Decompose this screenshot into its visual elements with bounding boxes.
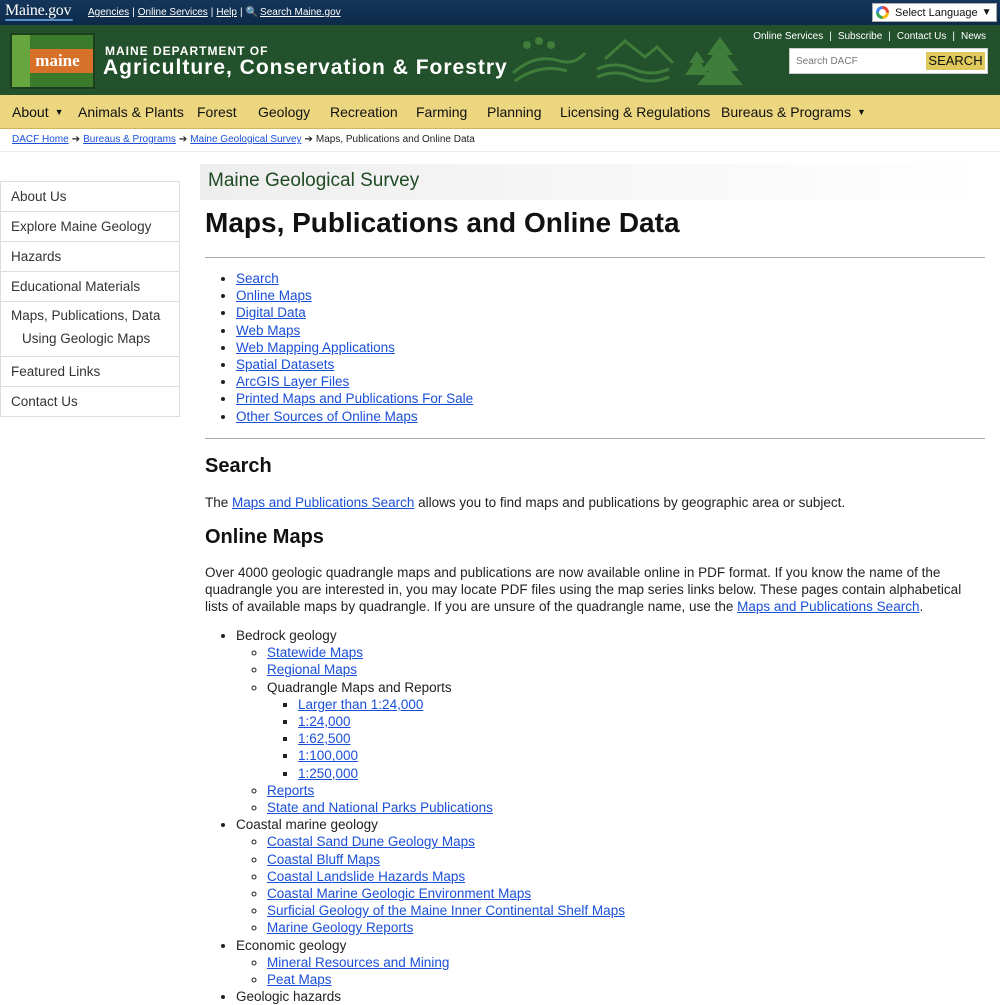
nav-item-forest[interactable]: Forest — [197, 104, 237, 120]
list-item — [298, 747, 625, 764]
dept-subtitle: MAINE DEPARTMENT OF — [105, 44, 269, 58]
toc-link-spatial-datasets[interactable]: Spatial Datasets — [236, 357, 335, 373]
dacf-search-input[interactable] — [794, 52, 922, 70]
nav-item-label: About — [12, 104, 49, 120]
list-item — [298, 765, 625, 782]
online-maps-heading: Online Maps — [205, 526, 324, 548]
toc-item — [236, 287, 473, 304]
nav-item-recreation[interactable]: Recreation — [330, 104, 398, 120]
caret-down-icon: ▼ — [54, 107, 64, 117]
link-scale-100000[interactable]: 1:100,000 — [298, 748, 359, 764]
arrow-right-icon: ➔ — [71, 134, 81, 145]
category-label: Coastal marine geology — [236, 817, 378, 833]
section-banner — [200, 164, 985, 200]
portal-link-online-services[interactable]: Online Services — [137, 7, 208, 18]
link-scale-62500[interactable]: 1:62,500 — [298, 731, 351, 747]
sidebar-item-educational-materials[interactable]: Educational Materials — [1, 272, 179, 302]
breadcrumb — [12, 134, 475, 145]
list-item-hazards — [236, 988, 625, 1005]
page-toc — [205, 270, 473, 425]
site-header — [0, 25, 1000, 95]
arrow-right-icon: ➔ — [178, 134, 188, 145]
toc-item — [236, 304, 473, 321]
dept-title: Agriculture, Conservation & Forestry — [103, 56, 508, 79]
search-heading: Search — [205, 455, 272, 477]
online-maps-paragraph — [205, 564, 985, 616]
link-regional-maps[interactable]: Regional Maps — [267, 662, 358, 678]
paragraph-text: . — [919, 599, 924, 615]
section-sidebar — [0, 181, 180, 417]
link-landslide-maps[interactable]: Coastal Landslide Hazards Maps — [267, 868, 466, 884]
list-item — [298, 696, 625, 713]
nav-item-animals-plants[interactable]: Animals & Plants — [78, 104, 184, 120]
link-inner-shelf-maps[interactable]: Surficial Geology of the Maine Inner Continental Shelf Maps — [267, 903, 625, 919]
link-statewide-maps[interactable]: Statewide Maps — [267, 645, 364, 661]
toc-link-web-mapping-apps[interactable]: Web Mapping Applications — [236, 339, 395, 355]
toc-item — [236, 390, 473, 407]
link-marine-environment-maps[interactable]: Coastal Marine Geologic Environment Maps — [267, 886, 532, 902]
toc-item — [236, 322, 473, 339]
nav-item-farming[interactable]: Farming — [416, 104, 468, 120]
caret-down-icon: ▼ — [856, 107, 866, 117]
breadcrumb-dacf-home[interactable]: DACF Home — [12, 134, 69, 145]
list-item — [267, 782, 625, 799]
map-series-list — [205, 627, 625, 1005]
link-sand-dune-maps[interactable]: Coastal Sand Dune Geology Maps — [267, 834, 475, 850]
nav-item-label: Bureaus & Programs — [721, 104, 851, 120]
toc-item — [236, 373, 473, 390]
paragraph-text: The — [205, 495, 233, 510]
category-label: Quadrangle Maps and Reports — [267, 679, 452, 695]
category-label: Geologic hazards — [236, 989, 342, 1005]
list-item — [298, 713, 625, 730]
paragraph-text: allows you to find maps and publications by geographic area or subject. — [414, 495, 846, 510]
portal-link-agencies[interactable]: Agencies — [88, 7, 130, 18]
sidebar-item-explore-geology[interactable]: Explore Maine Geology — [1, 212, 179, 242]
util-link-online-services[interactable]: Online Services — [753, 31, 824, 42]
sidebar-item-hazards[interactable]: Hazards — [1, 242, 179, 272]
dropdown-arrow-icon: ▼ — [981, 7, 992, 18]
sidebar-item-featured-links[interactable]: Featured Links — [1, 357, 179, 387]
landscape-art-icon — [505, 33, 755, 89]
portal-link-search[interactable]: Search Maine.gov — [260, 7, 341, 18]
dacf-search-box — [789, 48, 988, 74]
link-scale-250000[interactable]: 1:250,000 — [298, 765, 359, 781]
sidebar-item-contact-us[interactable]: Contact Us — [1, 387, 179, 417]
link-marine-geology-reports[interactable]: Marine Geology Reports — [267, 920, 414, 936]
search-paragraph — [205, 494, 985, 511]
dacf-search-button[interactable]: SEARCH — [926, 52, 985, 70]
maps-publications-search-link[interactable]: Maps and Publications Search — [737, 599, 920, 615]
dacf-logo[interactable] — [10, 33, 95, 89]
logo-wordmark: maine — [35, 51, 80, 70]
language-select-label: Select Language — [895, 6, 978, 19]
list-item — [267, 954, 625, 971]
toc-link-web-maps[interactable]: Web Maps — [236, 322, 301, 338]
list-item — [267, 851, 625, 868]
portal-links: Agencies | Online Services | Help | 🔍 Search Maine.gov — [88, 7, 341, 18]
list-item — [298, 730, 625, 747]
list-item — [267, 679, 625, 782]
maine-gov-logo-swoosh — [5, 19, 73, 21]
breadcrumb-bureaus-programs[interactable]: Bureaus & Programs — [83, 134, 176, 145]
list-item — [267, 799, 625, 816]
category-label: Bedrock geology — [236, 628, 337, 643]
portal-link-help[interactable]: Help — [216, 7, 237, 18]
nav-item-about[interactable] — [12, 104, 64, 120]
toc-link-other-sources[interactable]: Other Sources of Online Maps — [236, 408, 418, 424]
toc-item — [236, 356, 473, 373]
nav-item-geology[interactable]: Geology — [258, 104, 311, 120]
maine-gov-logo[interactable]: Maine.gov — [5, 2, 72, 19]
section-title: Maine Geological Survey — [208, 170, 420, 191]
toc-link-digital-data[interactable]: Digital Data — [236, 305, 306, 321]
link-bluff-maps[interactable]: Coastal Bluff Maps — [267, 851, 381, 867]
nav-item-bureaus-programs[interactable] — [721, 104, 866, 120]
list-item — [267, 919, 625, 936]
nav-item-licensing-regulations[interactable]: Licensing & Regulations — [560, 104, 711, 120]
arrow-right-icon: ➔ — [304, 134, 313, 145]
sidebar-item-using-geologic-maps[interactable]: Using Geologic Maps — [1, 327, 179, 357]
link-scale-24000[interactable]: 1:24,000 — [298, 714, 351, 730]
page-title: Maps, Publications and Online Data — [205, 207, 680, 238]
link-peat-maps[interactable]: Peat Maps — [267, 972, 332, 988]
breadcrumb-current: Maps, Publications and Online Data — [315, 134, 475, 145]
paragraph-text: Over 4000 geologic quadrangle maps and publications are now available online in PDF format. If you know the name of the quadrangle you are interested in, you may locate PDF files using the map series links below. These pages contain alphabetical lists of available maps by quadrangle. If you are unsure of the quadrangle name, use the — [205, 565, 962, 615]
util-link-contact-us[interactable]: Contact Us — [896, 31, 947, 42]
divider — [205, 438, 985, 439]
breadcrumb-divider — [0, 151, 1000, 152]
magnifier-icon: 🔍 — [245, 7, 259, 18]
toc-item — [236, 339, 473, 356]
util-link-subscribe[interactable]: Subscribe — [837, 31, 883, 42]
link-mineral-resources[interactable]: Mineral Resources and Mining — [267, 954, 450, 970]
main-nav — [0, 95, 1000, 129]
list-item — [267, 971, 625, 988]
list-item-economic — [236, 937, 625, 989]
list-item-bedrock — [236, 627, 625, 816]
utility-links: Online Services | Subscribe | Contact Us | News — [753, 31, 986, 42]
link-parks-publications[interactable]: State and National Parks Publications — [267, 800, 493, 816]
portal-bar — [0, 0, 1000, 25]
sidebar-item-maps-publications-data[interactable]: Maps, Publications, Data — [11, 308, 161, 323]
sidebar-item-about-us[interactable]: About Us — [1, 182, 179, 212]
list-item — [267, 644, 625, 661]
list-item — [267, 885, 625, 902]
link-reports[interactable]: Reports — [267, 782, 315, 798]
link-scale-larger-24000[interactable]: Larger than 1:24,000 — [298, 696, 424, 712]
toc-link-printed-maps[interactable]: Printed Maps and Publications For Sale — [236, 391, 474, 407]
google-icon — [876, 6, 889, 19]
category-label: Economic geology — [236, 937, 347, 953]
maps-publications-search-link[interactable]: Maps and Publications Search — [232, 495, 415, 510]
toc-item — [236, 270, 473, 287]
list-item — [267, 661, 625, 678]
toc-link-online-maps[interactable]: Online Maps — [236, 288, 312, 304]
language-select[interactable] — [872, 3, 997, 22]
nav-item-planning[interactable]: Planning — [487, 104, 542, 120]
list-item — [267, 868, 625, 885]
list-item — [267, 833, 625, 850]
toc-link-arcgis-layer-files[interactable]: ArcGIS Layer Files — [236, 374, 350, 390]
util-link-news[interactable]: News — [960, 31, 986, 42]
breadcrumb-geological-survey[interactable]: Maine Geological Survey — [190, 134, 302, 145]
toc-item — [236, 408, 473, 425]
list-item — [267, 902, 625, 919]
divider — [205, 257, 985, 258]
toc-link-search[interactable]: Search — [236, 271, 279, 286]
list-item-coastal — [236, 816, 625, 936]
